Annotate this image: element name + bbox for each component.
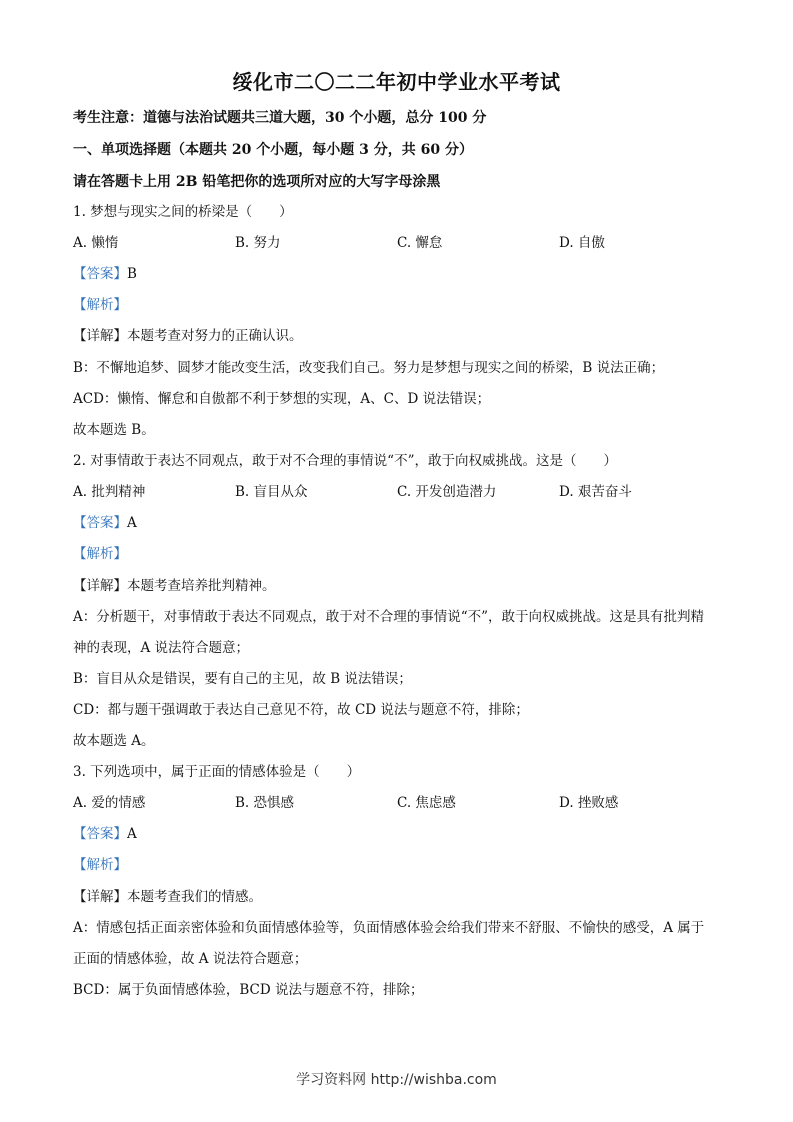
question-3-explanation-line: BCD：属于负面情感体验，BCD 说法与题意不符，排除； — [73, 982, 424, 998]
question-1-options — [73, 233, 723, 253]
question-2-explanation-line: A：分析题干，对事情敢于表达不同观点，敢于对不合理的事情说“不”，敢于向权威挑战。这是具有批判精 — [73, 609, 705, 625]
question-1-answer — [73, 264, 723, 284]
question-2-conclusion: 故本题选 A。 — [73, 733, 155, 749]
question-1-conclusion: 故本题选 B。 — [73, 422, 155, 438]
question-3-option-a: A. 爱的情感 — [73, 795, 146, 811]
question-2-option-b: B. 盲目从众 — [235, 484, 308, 500]
answer-value: A — [127, 515, 137, 531]
answer-tag: 【答案】 — [73, 266, 127, 282]
question-2-explanation-line: CD：都与题干强调敢于表达自己意见不符，故 CD 说法与题意不符，排除； — [73, 702, 529, 718]
question-3-stem: 3. 下列选项中，属于正面的情感体验是（ ） — [73, 764, 361, 780]
question-2-detail — [73, 576, 723, 596]
answer-tag: 【答案】 — [73, 515, 127, 531]
question-2-option-a: A. 批判精神 — [73, 484, 146, 500]
question-3-answer — [73, 824, 723, 844]
question-3-option-c: C. 焦虑感 — [397, 795, 456, 811]
question-2-explanation-line: 神的表现，A 说法符合题意； — [73, 640, 250, 656]
question-1-detail — [73, 326, 723, 346]
exam-notice: 考生注意：道德与法治试题共三道大题，30 个小题，总分 100 分 — [73, 110, 487, 126]
question-2-stem: 2. 对事情敢于表达不同观点，敢于对不合理的事情说“不”，敢于向权威挑战。这是（ ） — [73, 453, 617, 469]
question-1-explanation-line: ACD：懒惰、懈怠和自傲都不利于梦想的实现，A、C、D 说法错误； — [73, 391, 491, 407]
question-3-option-d: D. 挫败感 — [559, 795, 619, 811]
page-footer-watermark: 学习资料网 http://wishba.com — [296, 1072, 497, 1088]
question-1-option-d: D. 自傲 — [559, 235, 605, 251]
question-2-answer — [73, 513, 723, 533]
question-2-options — [73, 482, 723, 502]
question-2-option-c: C. 开发创造潜力 — [397, 484, 497, 500]
question-2-explanation-line: B：盲目从众是错误，要有自己的主见，故 B 说法错误； — [73, 671, 412, 687]
detail-text: 本题考查培养批判精神。 — [127, 578, 276, 594]
detail-tag: 【详解】 — [73, 328, 127, 344]
question-3-explanation-line: 正面的情感体验，故 A 说法符合题意； — [73, 951, 308, 967]
answer-tag: 【答案】 — [73, 826, 127, 842]
question-1-analysis-tag: 【解析】 — [73, 297, 127, 313]
question-1-option-b: B. 努力 — [235, 235, 281, 251]
question-1-option-a: A. 懒惰 — [73, 235, 119, 251]
question-3-analysis-tag: 【解析】 — [73, 857, 127, 873]
question-3-option-b: B. 恐惧感 — [235, 795, 295, 811]
answer-value: A — [127, 826, 137, 842]
question-2-option-d: D. 艰苦奋斗 — [559, 484, 632, 500]
question-3-detail — [73, 887, 723, 907]
question-3-options — [73, 793, 723, 813]
question-1-option-c: C. 懈怠 — [397, 235, 443, 251]
question-1-explanation-line: B：不懈地追梦、圆梦才能改变生活，改变我们自己。努力是梦想与现实之间的桥梁，B 说法正确； — [73, 360, 665, 376]
detail-tag: 【详解】 — [73, 578, 127, 594]
detail-text: 本题考查对努力的正确认识。 — [127, 328, 303, 344]
question-1-stem: 1. 梦想与现实之间的桥梁是（ ） — [73, 204, 293, 220]
detail-text: 本题考查我们的情感。 — [127, 889, 262, 905]
question-2-analysis-tag: 【解析】 — [73, 546, 127, 562]
page-title: 绥化市二〇二二年初中学业水平考试 — [232, 70, 561, 94]
question-3-explanation-line: A：情感包括正面亲密体验和负面情感体验等，负面情感体验会给我们带来不舒服、不愉快的感受，A 属于 — [73, 920, 705, 936]
section-heading: 一、单项选择题（本题共 20 个小题，每小题 3 分，共 60 分） — [73, 142, 473, 158]
answer-value: B — [127, 266, 137, 282]
detail-tag: 【详解】 — [73, 889, 127, 905]
answer-instruction: 请在答题卡上用 2B 铅笔把你的选项所对应的大写字母涂黑 — [73, 174, 441, 190]
